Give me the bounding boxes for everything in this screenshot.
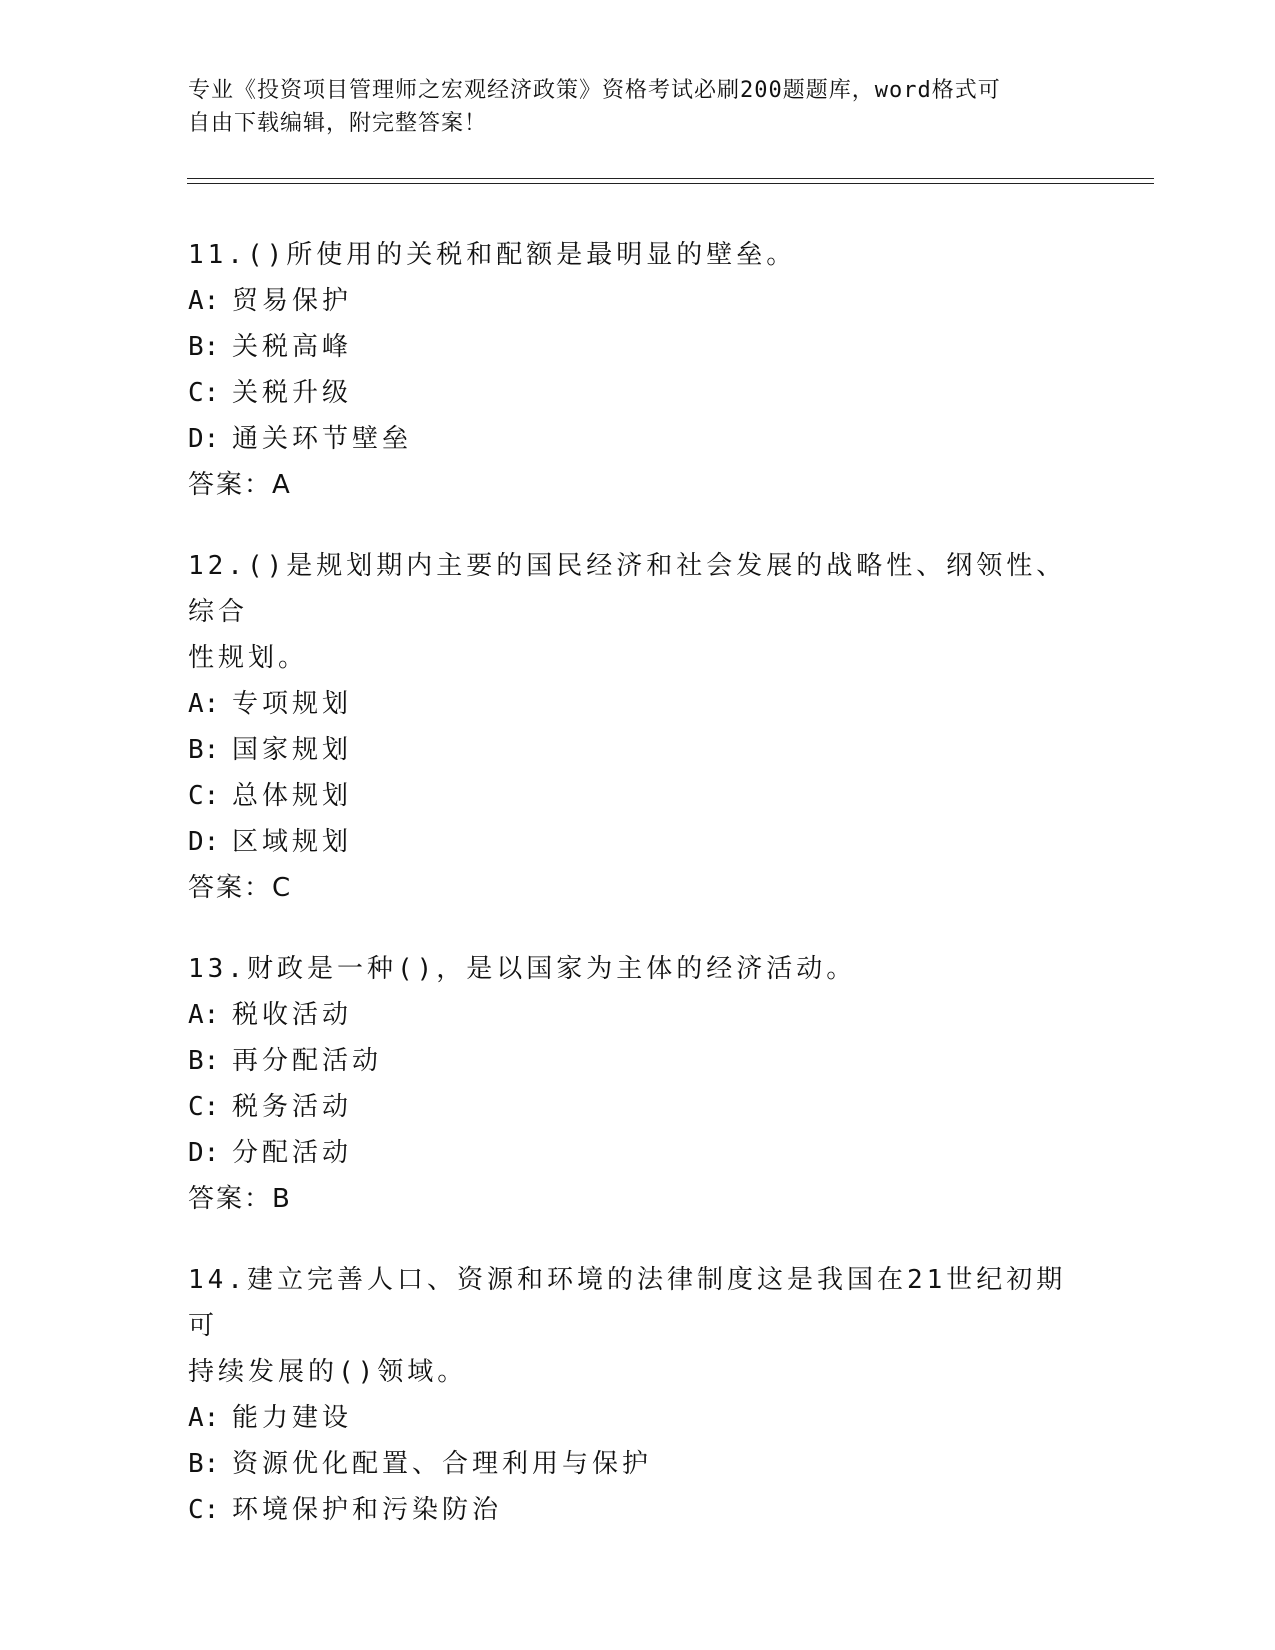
option-a	[188, 1395, 1088, 1441]
option-b	[188, 1038, 1088, 1084]
option-key: C:	[188, 378, 220, 408]
question-stem	[188, 946, 1088, 992]
option-a	[188, 681, 1088, 727]
option-text: 分配活动	[232, 1138, 353, 1168]
stem-line: 性规划。	[188, 643, 309, 673]
option-text: 总体规划	[232, 781, 353, 811]
option-b	[188, 727, 1088, 773]
stem-line: 14.建立完善人口、资源和环境的法律制度这是我国在21世纪初期可	[188, 1265, 1067, 1341]
header-divider-top	[187, 178, 1154, 179]
answer-line: 答案：B	[188, 1184, 292, 1214]
option-key: B:	[188, 1046, 220, 1076]
option-text: 环境保护和污染防治	[232, 1495, 503, 1525]
option-d	[188, 416, 1088, 462]
option-b	[188, 1441, 1088, 1487]
option-text: 税收活动	[232, 1000, 353, 1030]
option-a	[188, 992, 1088, 1038]
option-a	[188, 278, 1088, 324]
option-text: 通关环节壁垒	[232, 424, 413, 454]
option-key: A:	[188, 1000, 220, 1030]
option-text: 税务活动	[232, 1092, 353, 1122]
question-13	[188, 946, 1088, 1222]
option-c	[188, 370, 1088, 416]
question-11	[188, 232, 1088, 508]
option-key: B:	[188, 735, 220, 765]
option-c	[188, 1487, 1088, 1533]
question-14	[188, 1257, 1088, 1533]
header-divider-bottom	[187, 183, 1154, 184]
stem-line: 12.()是规划期内主要的国民经济和社会发展的战略性、纲领性、综合	[188, 551, 1067, 627]
option-key: D:	[188, 424, 220, 454]
option-key: C:	[188, 781, 220, 811]
option-text: 专项规划	[232, 689, 353, 719]
answer-line: 答案：C	[188, 873, 293, 903]
answer-line: 答案：A	[188, 470, 292, 500]
header-line-2: 自由下载编辑，附完整答案！	[188, 111, 488, 136]
option-c	[188, 1084, 1088, 1130]
option-key: C:	[188, 1495, 220, 1525]
option-d	[188, 1130, 1088, 1176]
option-key: D:	[188, 827, 220, 857]
question-12	[188, 543, 1088, 911]
option-key: B:	[188, 1449, 220, 1479]
option-text: 关税升级	[232, 378, 353, 408]
stem-line: 持续发展的()领域。	[188, 1357, 468, 1387]
option-key: B:	[188, 332, 220, 362]
stem-line: 13.财政是一种()，是以国家为主体的经济活动。	[188, 954, 857, 984]
question-stem	[188, 1257, 1088, 1395]
question-list	[188, 232, 1088, 1568]
option-text: 能力建设	[232, 1403, 353, 1433]
option-b	[188, 324, 1088, 370]
option-text: 关税高峰	[232, 332, 353, 362]
option-text: 国家规划	[232, 735, 353, 765]
option-text: 资源优化配置、合理利用与保护	[232, 1449, 653, 1479]
option-c	[188, 773, 1088, 819]
header-line-1: 专业《投资项目管理师之宏观经济政策》资格考试必刷200题题库，word格式可	[188, 78, 1001, 103]
question-stem	[188, 232, 1088, 278]
document-header	[188, 74, 1068, 140]
option-key: A:	[188, 689, 220, 719]
option-key: A:	[188, 286, 220, 316]
option-text: 区域规划	[232, 827, 353, 857]
option-key: A:	[188, 1403, 220, 1433]
option-text: 贸易保护	[232, 286, 353, 316]
option-text: 再分配活动	[232, 1046, 383, 1076]
option-key: D:	[188, 1138, 220, 1168]
option-d	[188, 819, 1088, 865]
question-stem	[188, 543, 1088, 681]
stem-line: 11.()所使用的关税和配额是最明显的壁垒。	[188, 240, 797, 270]
option-key: C:	[188, 1092, 220, 1122]
